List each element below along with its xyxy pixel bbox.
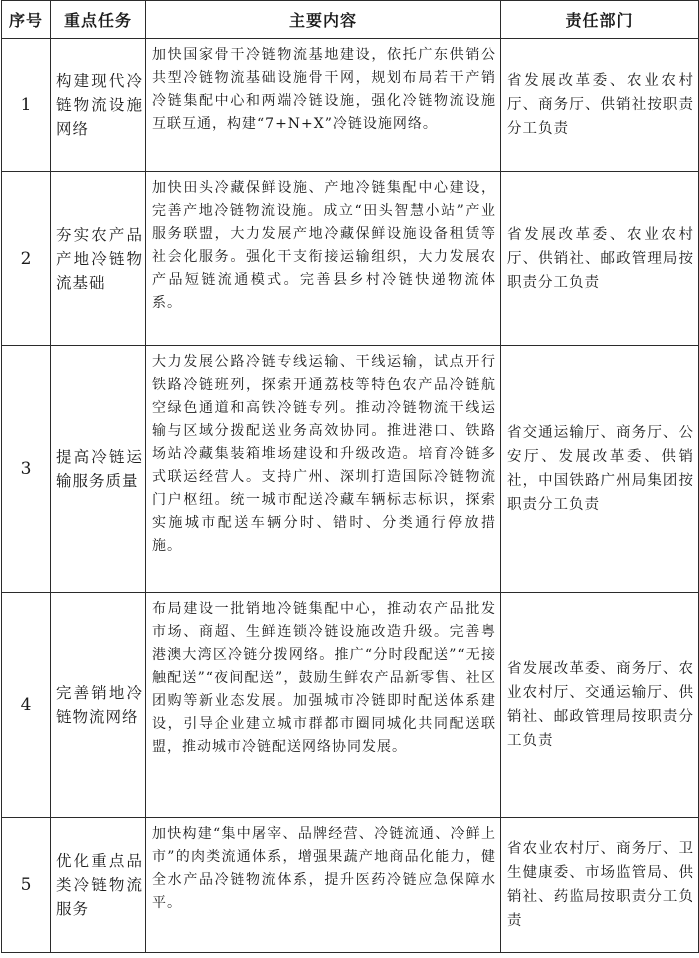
- row-task: 完善销地冷链物流网络: [51, 593, 146, 818]
- header-dept: 责任部门: [501, 1, 699, 39]
- header-task: 重点任务: [51, 1, 146, 39]
- row-dept: 省发展改革委、农业农村厅、商务厅、供销社按职责分工负责: [501, 39, 699, 172]
- row-dept: 省交通运输厅、商务厅、公安厅、发展改革委、供销社，中国铁路广州局集团按职责分工负责: [501, 346, 699, 593]
- row-dept: 省农业农村厅、商务厅、卫生健康委、市场监管局、供销社、药监局按职责分工负责: [501, 818, 699, 953]
- table-row: [2, 172, 699, 346]
- row-content: 大力发展公路冷链专线运输、干线运输，试点开行铁路冷链班列，探索开通荔枝等特色农产品冷链航空绿色通道和高铁冷链专列。推动冷链物流干线运输与区域分拨配送业务高效协同。推进港口、铁路场站冷藏集装箱堆场建设和升级改造。培育冷链多式联运经营人。支持广州、深圳打造国际冷链物流门户枢纽。统一城市配送冷藏车辆标志标识，探索实施城市配送车辆分时、错时、分类通行停放措施。: [146, 346, 501, 593]
- table-row: [2, 39, 699, 172]
- row-content: 加快构建“集中屠宰、品牌经营、冷链流通、冷鲜上市”的肉类流通体系，增强果蔬产地商品化能力，健全水产品冷链物流体系，提升医药冷链应急保障水平。: [146, 818, 501, 953]
- row-number: 4: [2, 593, 51, 818]
- row-content: 加快国家骨干冷链物流基地建设，依托广东供销公共型冷链物流基础设施骨干网，规划布局若干产销冷链集配中心和两端冷链设施，强化冷链物流设施互联互通，构建“7+N+X”冷链设施网络。: [146, 39, 501, 172]
- table-row: [2, 818, 699, 953]
- row-number: 1: [2, 39, 51, 172]
- row-task: 夯实农产品产地冷链物流基础: [51, 172, 146, 346]
- row-dept: 省发展改革委、农业农村厅、供销社、邮政管理局按职责分工负责: [501, 172, 699, 346]
- row-number: 2: [2, 172, 51, 346]
- header-seq: 序号: [2, 1, 51, 39]
- row-number: 5: [2, 818, 51, 953]
- tasks-table: [1, 0, 699, 953]
- row-task: 优化重点品类冷链物流服务: [51, 818, 146, 953]
- row-number: 3: [2, 346, 51, 593]
- table-row: [2, 593, 699, 818]
- row-task: 提高冷链运输服务质量: [51, 346, 146, 593]
- row-content: 加快田头冷藏保鲜设施、产地冷链集配中心建设，完善产地冷链物流设施。成立“田头智慧小站”产业服务联盟，大力发展产地冷藏保鲜设施设备租赁等社会化服务。强化干支衔接运输组织，大力发展农产品短链流通模式。完善县乡村冷链快递物流体系。: [146, 172, 501, 346]
- row-dept: 省发展改革委、商务厅、农业农村厅、交通运输厅、供销社、邮政管理局按职责分工负责: [501, 593, 699, 818]
- header-content: 主要内容: [146, 1, 501, 39]
- row-task: 构建现代冷链物流设施网络: [51, 39, 146, 172]
- row-content: 布局建设一批销地冷链集配中心，推动农产品批发市场、商超、生鲜连锁冷链设施改造升级。完善粤港澳大湾区冷链分拨网络。推广“分时段配送”“无接触配送”“夜间配送”，鼓励生鲜农产品新零售、社区团购等新业态发展。加强城市冷链即时配送体系建设，引导企业建立城市群都市圈同城化共同配送联盟，推动城市冷链配送网络协同发展。: [146, 593, 501, 818]
- table-row: [2, 346, 699, 593]
- table-header-row: [2, 1, 699, 39]
